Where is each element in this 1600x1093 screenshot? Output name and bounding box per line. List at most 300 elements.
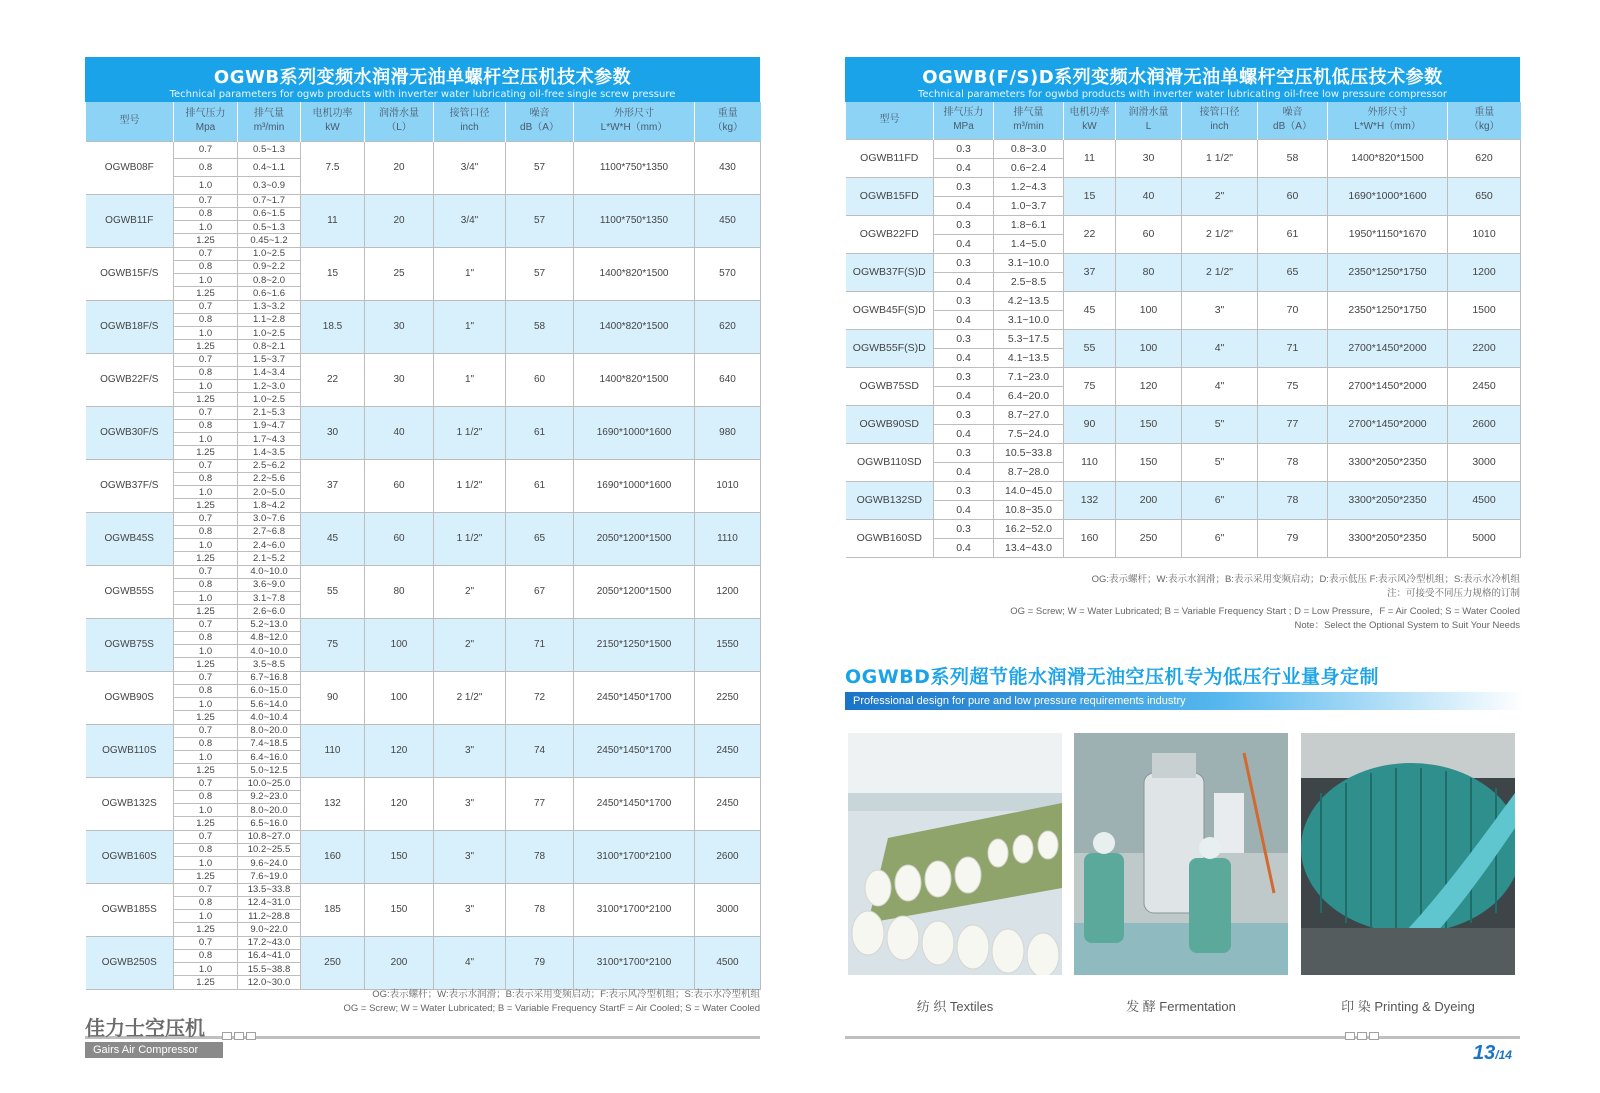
column-header-en: m³/min	[1013, 121, 1044, 133]
pressure-cell-value: 0.3	[934, 368, 993, 387]
section-banner-title: OGWBD系列超节能水润滑无油空压机专为低压行业量身定制	[845, 666, 1379, 688]
column-header	[934, 102, 994, 139]
flow-cell-value: 12.4~31.0	[238, 897, 300, 910]
column-header-en: （kg）	[1468, 121, 1500, 133]
flow-cell-value: 6.7~16.8	[238, 672, 300, 685]
flow-cell-value: 3.0~7.6	[238, 513, 300, 526]
noise-cell: 61	[506, 406, 574, 459]
pressure-cell-value: 0.7	[174, 460, 237, 473]
flow-cell-value: 10.8~27.0	[238, 831, 300, 844]
noise-cell: 77	[506, 777, 574, 830]
flow-cell	[238, 194, 301, 247]
flow-cell-value: 13.4~43.0	[1004, 541, 1052, 554]
pressure-cell-value: 0.8	[174, 367, 237, 380]
size-cell: 2050*1200*1500	[574, 512, 695, 565]
pressure-cell-value: 1.25	[196, 234, 215, 246]
table-row	[86, 353, 761, 406]
pressure-cell-value: 1.0	[174, 486, 237, 499]
column-header-zh: 型号	[119, 115, 140, 127]
flow-cell-value: 2.0~5.0	[238, 486, 300, 499]
pipe-cell: 2"	[434, 565, 506, 618]
model-cell: OGWB37F(S)D	[846, 253, 934, 291]
pressure-cell-value: 1.0	[174, 274, 237, 287]
pressure-cell-value: 0.4	[956, 427, 971, 440]
pressure-cell-value: 1.0	[174, 804, 237, 817]
pressure-cell-value: 0.8	[174, 897, 237, 910]
pressure-cell-value: 1.25	[196, 711, 215, 723]
pipe-cell: 1 1/2"	[434, 406, 506, 459]
pipe-cell: 6"	[1182, 519, 1258, 557]
pipe-cell: 2 1/2"	[1182, 215, 1258, 253]
pressure-cell-value: 1.25	[196, 287, 215, 299]
pressure-cell	[934, 215, 994, 253]
water-cell: 80	[365, 565, 434, 618]
pressure-cell-value: 0.7	[174, 195, 237, 208]
column-header	[1182, 102, 1258, 139]
pressure-cell-value: 1.0	[174, 592, 237, 605]
pressure-cell-value: 0.8	[174, 208, 237, 221]
pressure-cell-value: 1.25	[196, 817, 215, 829]
weight-cell: 2450	[695, 777, 761, 830]
size-cell: 3100*1700*2100	[574, 883, 695, 936]
flow-cell	[994, 405, 1064, 443]
table-row	[846, 291, 1521, 329]
weight-cell: 1010	[1448, 215, 1521, 253]
power-cell: 55	[1064, 329, 1116, 367]
pressure-cell-value: 0.7	[174, 248, 237, 261]
weight-cell: 2250	[695, 671, 761, 724]
model-cell: OGWB15FD	[846, 177, 934, 215]
pressure-cell	[174, 141, 238, 194]
flow-cell-value: 1.5~3.7	[238, 354, 300, 367]
pressure-cell-value: 1.0	[174, 380, 237, 393]
pressure-cell	[174, 353, 238, 406]
power-cell: 110	[1064, 443, 1116, 481]
pressure-cell-value: 1.25	[196, 870, 215, 882]
pressure-cell	[174, 830, 238, 883]
size-cell: 2350*1250*1750	[1328, 291, 1448, 329]
column-header	[1258, 102, 1328, 139]
flow-cell-value: 10.2~25.5	[238, 844, 300, 857]
pressure-cell	[934, 481, 994, 519]
size-cell: 3100*1700*2100	[574, 936, 695, 989]
flow-cell-value: 7.1~23.0	[994, 368, 1063, 387]
water-cell: 25	[365, 247, 434, 300]
weight-cell: 1110	[695, 512, 761, 565]
power-cell: 250	[301, 936, 365, 989]
pressure-cell	[934, 139, 994, 177]
pressure-cell-value: 0.8	[174, 261, 237, 274]
flow-cell	[994, 367, 1064, 405]
size-cell: 2700*1450*2000	[1328, 329, 1448, 367]
power-cell: 185	[301, 883, 365, 936]
pressure-cell-value: 0.3	[934, 406, 993, 425]
size-cell: 2700*1450*2000	[1328, 367, 1448, 405]
water-cell: 60	[365, 512, 434, 565]
pressure-cell-value: 0.3	[934, 140, 993, 159]
brand-name-en: Gairs Air Compressor	[85, 1042, 223, 1058]
pressure-cell-value: 1.0	[174, 751, 237, 764]
pressure-cell-value: 0.8	[174, 632, 237, 645]
right-panel-header	[845, 57, 1520, 102]
flow-cell-value: 15.5~38.8	[238, 963, 300, 976]
size-cell: 2700*1450*2000	[1328, 405, 1448, 443]
column-header	[846, 102, 934, 139]
pressure-cell	[934, 519, 994, 557]
column-header	[1448, 102, 1521, 139]
weight-cell: 620	[695, 300, 761, 353]
dyeing-roller-photo	[1301, 733, 1515, 975]
pressure-cell-value: 0.8	[174, 314, 237, 327]
flow-cell-value: 7.6~19.0	[250, 870, 288, 882]
pipe-cell: 3"	[434, 724, 506, 777]
water-cell: 120	[365, 724, 434, 777]
power-cell: 132	[1064, 481, 1116, 519]
size-cell: 3100*1700*2100	[574, 830, 695, 883]
pressure-cell-value: 0.8	[174, 159, 237, 177]
flow-cell-value: 0.8~2.0	[238, 274, 300, 287]
flow-cell-value: 2.5~8.5	[1010, 275, 1047, 288]
column-header	[86, 102, 174, 141]
noise-cell: 79	[1258, 519, 1328, 557]
pressure-cell-value: 1.0	[174, 221, 237, 234]
weight-cell: 2450	[1448, 367, 1521, 405]
column-header-en: L*W*H（mm）	[600, 122, 668, 134]
flow-cell-value: 1.8~6.1	[994, 216, 1063, 235]
flow-cell-value: 1.9~4.7	[238, 420, 300, 433]
column-header-zh: 排气量	[1013, 107, 1044, 119]
flow-cell-value: 12.0~30.0	[247, 976, 291, 988]
pressure-cell	[174, 300, 238, 353]
flow-cell-value: 9.2~23.0	[238, 791, 300, 804]
pipe-cell: 4"	[1182, 367, 1258, 405]
pipe-cell: 3"	[434, 883, 506, 936]
flow-cell-value: 3.1~7.8	[238, 592, 300, 605]
size-cell: 1400*820*1500	[574, 247, 695, 300]
water-cell: 150	[1116, 405, 1182, 443]
column-header-en: m³/min	[253, 122, 285, 134]
table-row	[846, 443, 1521, 481]
pressure-cell-value: 0.8	[174, 950, 237, 963]
pressure-cell	[174, 618, 238, 671]
pressure-cell	[934, 253, 994, 291]
flow-cell-value: 16.2~52.0	[994, 520, 1063, 539]
power-cell: 160	[1064, 519, 1116, 557]
flow-cell-value: 7.5~24.0	[1007, 427, 1050, 440]
flow-cell-value: 4.0~10.0	[238, 645, 300, 658]
weight-cell: 4500	[1448, 481, 1521, 519]
power-cell: 37	[301, 459, 365, 512]
weight-cell: 650	[1448, 177, 1521, 215]
model-cell: OGWB132SD	[846, 481, 934, 519]
pressure-cell	[174, 777, 238, 830]
power-cell: 90	[301, 671, 365, 724]
flow-cell-value: 3.1~10.0	[994, 254, 1063, 273]
noise-cell: 77	[1258, 405, 1328, 443]
weight-cell: 3000	[1448, 443, 1521, 481]
flow-cell-value: 4.8~12.0	[238, 632, 300, 645]
noise-cell: 57	[506, 247, 574, 300]
flow-cell	[238, 512, 301, 565]
column-header-zh: 润滑水量	[379, 108, 419, 120]
table-row	[846, 139, 1521, 177]
model-cell: OGWB45F(S)D	[846, 291, 934, 329]
flow-cell-value: 10.5~33.8	[994, 444, 1063, 463]
pressure-cell-value: 0.8	[174, 579, 237, 592]
pressure-cell-value: 0.3	[934, 444, 993, 463]
noise-cell: 79	[506, 936, 574, 989]
left-spec-table	[85, 102, 761, 990]
power-cell: 22	[301, 353, 365, 406]
size-cell: 1100*750*1350	[574, 141, 695, 194]
power-cell: 90	[1064, 405, 1116, 443]
flow-cell-value: 0.45~1.2	[250, 234, 288, 246]
flow-cell-value: 2.4~6.0	[238, 539, 300, 552]
water-cell: 100	[1116, 291, 1182, 329]
flow-cell-value: 0.6~1.6	[253, 287, 285, 299]
flow-cell-value: 4.2~13.5	[994, 292, 1063, 311]
power-cell: 7.5	[301, 141, 365, 194]
pressure-cell-value: 0.4	[956, 541, 971, 554]
pressure-cell-value: 1.25	[196, 764, 215, 776]
model-cell: OGWB18F/S	[86, 300, 174, 353]
pressure-cell-value: 0.8	[174, 844, 237, 857]
pipe-cell: 3/4"	[434, 194, 506, 247]
column-header-en: kW	[1082, 121, 1097, 133]
pressure-cell-value: 1.25	[196, 605, 215, 617]
column-header-en: dB（A）	[1273, 121, 1312, 133]
flow-cell-value: 6.0~15.0	[238, 685, 300, 698]
pressure-cell-value: 1.0	[174, 857, 237, 870]
model-cell: OGWB22F/S	[86, 353, 174, 406]
column-header-zh: 重量	[717, 108, 738, 120]
pressure-cell-value: 0.4	[956, 237, 971, 250]
size-cell: 1690*1000*1600	[1328, 177, 1448, 215]
weight-cell: 450	[695, 194, 761, 247]
pressure-cell-value: 0.7	[174, 831, 237, 844]
pressure-cell-value: 0.3	[934, 520, 993, 539]
column-header	[434, 102, 506, 141]
flow-cell-value: 0.8~2.1	[253, 340, 285, 352]
model-cell: OGWB90S	[86, 671, 174, 724]
flow-cell-value: 11.2~28.8	[238, 910, 300, 923]
flow-cell-value: 16.4~41.0	[238, 950, 300, 963]
flow-cell-value: 6.5~16.0	[250, 817, 288, 829]
flow-cell-value: 8.7~28.0	[1007, 465, 1050, 478]
size-cell: 1400*820*1500	[574, 300, 695, 353]
right-panel-title: OGWB(F/S)D系列变频水润滑无油单螺杆空压机低压技术参数	[922, 67, 1443, 88]
column-header-en: Mpa	[195, 122, 216, 134]
weight-cell: 1500	[1448, 291, 1521, 329]
left-panel-subtitle: Technical parameters for ogwb products with inverter water lubricating oil-free single screw pressure	[169, 89, 676, 100]
flow-cell-value: 3.5~8.5	[253, 658, 285, 670]
flow-cell-value: 1.2~4.3	[994, 178, 1063, 197]
section-banner-subtitle: Professional design for pure and low pressure requirements industry	[845, 692, 1525, 710]
column-header-en: kW	[325, 122, 340, 134]
flow-cell	[994, 215, 1064, 253]
power-cell: 75	[1064, 367, 1116, 405]
pipe-cell: 1 1/2"	[1182, 139, 1258, 177]
size-cell: 1690*1000*1600	[574, 406, 695, 459]
flow-cell-value: 9.6~24.0	[238, 857, 300, 870]
flow-cell	[238, 777, 301, 830]
flow-cell-value: 1.7~4.3	[238, 433, 300, 446]
size-cell: 2050*1200*1500	[574, 565, 695, 618]
pressure-cell-value: 1.25	[196, 446, 215, 458]
column-header-zh: 噪音	[1282, 107, 1303, 119]
left-spec-panel	[85, 57, 760, 990]
table-row	[86, 671, 761, 724]
pipe-cell: 6"	[1182, 481, 1258, 519]
pressure-cell-value: 0.4	[956, 313, 971, 326]
flow-cell-value: 1.0~2.5	[238, 327, 300, 340]
pressure-cell-value: 0.7	[174, 566, 237, 579]
flow-cell-value: 0.6~1.5	[238, 208, 300, 221]
flow-cell-value: 2.5~6.2	[238, 460, 300, 473]
flow-cell-value: 8.0~20.0	[238, 725, 300, 738]
noise-cell: 67	[506, 565, 574, 618]
right-spec-panel	[845, 57, 1520, 558]
left-note-zh: OG:表示螺杆；W:表示水润滑；B:表示采用变频启动；F:表示风冷型机组；S:表示水冷型机组	[372, 989, 760, 1000]
flow-cell	[238, 830, 301, 883]
pressure-cell	[934, 177, 994, 215]
flow-cell-value: 4.1~13.5	[1007, 351, 1050, 364]
weight-cell: 2600	[695, 830, 761, 883]
flow-cell-value: 2.7~6.8	[238, 526, 300, 539]
pressure-cell-value: 0.7	[174, 513, 237, 526]
pipe-cell: 4"	[434, 936, 506, 989]
water-cell: 100	[365, 618, 434, 671]
water-cell: 250	[1116, 519, 1182, 557]
weight-cell: 430	[695, 141, 761, 194]
pressure-cell-value: 0.7	[174, 672, 237, 685]
flow-cell-value: 10.8~35.0	[1004, 503, 1052, 516]
water-cell: 30	[365, 300, 434, 353]
table-row	[846, 481, 1521, 519]
pipe-cell: 1"	[434, 353, 506, 406]
pressure-cell-value: 1.0	[174, 910, 237, 923]
pipe-cell: 1 1/2"	[434, 512, 506, 565]
water-cell: 120	[1116, 367, 1182, 405]
pressure-cell-value: 0.8	[174, 791, 237, 804]
pressure-cell-value: 0.3	[934, 330, 993, 349]
flow-cell-value: 0.7~1.7	[238, 195, 300, 208]
flow-cell-value: 0.3~0.9	[253, 179, 285, 191]
pressure-cell-value: 1.25	[196, 658, 215, 670]
noise-cell: 60	[506, 353, 574, 406]
flow-cell	[994, 481, 1064, 519]
pressure-cell-value: 1.25	[196, 976, 215, 988]
flow-cell	[238, 618, 301, 671]
pressure-cell-value: 0.7	[174, 354, 237, 367]
water-cell: 200	[365, 936, 434, 989]
pressure-cell-value: 0.8	[174, 685, 237, 698]
pipe-cell: 5"	[1182, 443, 1258, 481]
power-cell: 11	[1064, 139, 1116, 177]
model-cell: OGWB110SD	[846, 443, 934, 481]
weight-cell: 1550	[695, 618, 761, 671]
pressure-cell-value: 1.0	[174, 963, 237, 976]
right-note-zh-2: 注：可接受不同压力规格的订制	[1386, 588, 1520, 599]
flow-cell-value: 0.4~1.1	[238, 159, 300, 177]
noise-cell: 72	[506, 671, 574, 724]
flow-cell-value: 1.0~2.5	[238, 248, 300, 261]
model-cell: OGWB110S	[86, 724, 174, 777]
noise-cell: 58	[506, 300, 574, 353]
pressure-cell	[174, 936, 238, 989]
right-footer-dots	[1345, 1032, 1379, 1040]
flow-cell-value: 5.0~12.5	[250, 764, 288, 776]
pressure-cell	[934, 367, 994, 405]
table-row	[86, 618, 761, 671]
column-header-en: （kg）	[712, 122, 744, 134]
table-row	[86, 406, 761, 459]
pressure-cell-value: 1.0	[174, 645, 237, 658]
table-row	[86, 194, 761, 247]
flow-cell-value: 7.4~18.5	[238, 738, 300, 751]
pressure-cell-value: 0.8	[174, 420, 237, 433]
pressure-cell-value: 0.7	[174, 142, 237, 160]
flow-cell-value: 5.3~17.5	[994, 330, 1063, 349]
weight-cell: 1200	[1448, 253, 1521, 291]
weight-cell: 4500	[695, 936, 761, 989]
pressure-cell-value: 0.7	[174, 619, 237, 632]
caption-textiles: 纺 织 Textiles	[916, 999, 994, 1014]
size-cell: 2450*1450*1700	[574, 671, 695, 724]
power-cell: 15	[301, 247, 365, 300]
table-row	[86, 247, 761, 300]
flow-cell	[238, 724, 301, 777]
table-row	[846, 405, 1521, 443]
flow-cell-value: 4.0~10.4	[250, 711, 288, 723]
column-header-en: inch	[460, 122, 479, 134]
column-header	[994, 102, 1064, 139]
pressure-cell	[174, 247, 238, 300]
flow-cell	[238, 671, 301, 724]
flow-cell-value: 0.5~1.3	[238, 221, 300, 234]
flow-cell-value: 9.0~22.0	[250, 923, 288, 935]
column-header-en: （L）	[386, 122, 412, 134]
pressure-cell	[934, 329, 994, 367]
flow-cell	[238, 406, 301, 459]
flow-cell	[994, 253, 1064, 291]
pressure-cell-value: 0.3	[934, 216, 993, 235]
column-header-zh: 重量	[1474, 107, 1495, 119]
flow-cell	[994, 329, 1064, 367]
pressure-cell	[934, 443, 994, 481]
flow-cell-value: 1.0~3.7	[1010, 199, 1047, 212]
size-cell: 1100*750*1350	[574, 194, 695, 247]
weight-cell: 2600	[1448, 405, 1521, 443]
noise-cell: 58	[1258, 139, 1328, 177]
water-cell: 120	[365, 777, 434, 830]
water-cell: 200	[1116, 481, 1182, 519]
size-cell: 2150*1250*1500	[574, 618, 695, 671]
power-cell: 55	[301, 565, 365, 618]
flow-cell-value: 1.2~3.0	[238, 380, 300, 393]
right-panel-subtitle: Technical parameters for ogwbd products with inverter water lubricating oil-free low pressure compressor	[917, 89, 1448, 100]
flow-cell-value: 0.9~2.2	[238, 261, 300, 274]
model-cell: OGWB15F/S	[86, 247, 174, 300]
flow-cell-value: 13.5~33.8	[238, 884, 300, 897]
pressure-cell	[174, 406, 238, 459]
column-header-zh: 噪音	[529, 108, 550, 120]
size-cell: 1690*1000*1600	[574, 459, 695, 512]
size-cell: 2450*1450*1700	[574, 777, 695, 830]
pressure-cell-value: 0.4	[956, 465, 971, 478]
water-cell: 60	[1116, 215, 1182, 253]
power-cell: 45	[301, 512, 365, 565]
